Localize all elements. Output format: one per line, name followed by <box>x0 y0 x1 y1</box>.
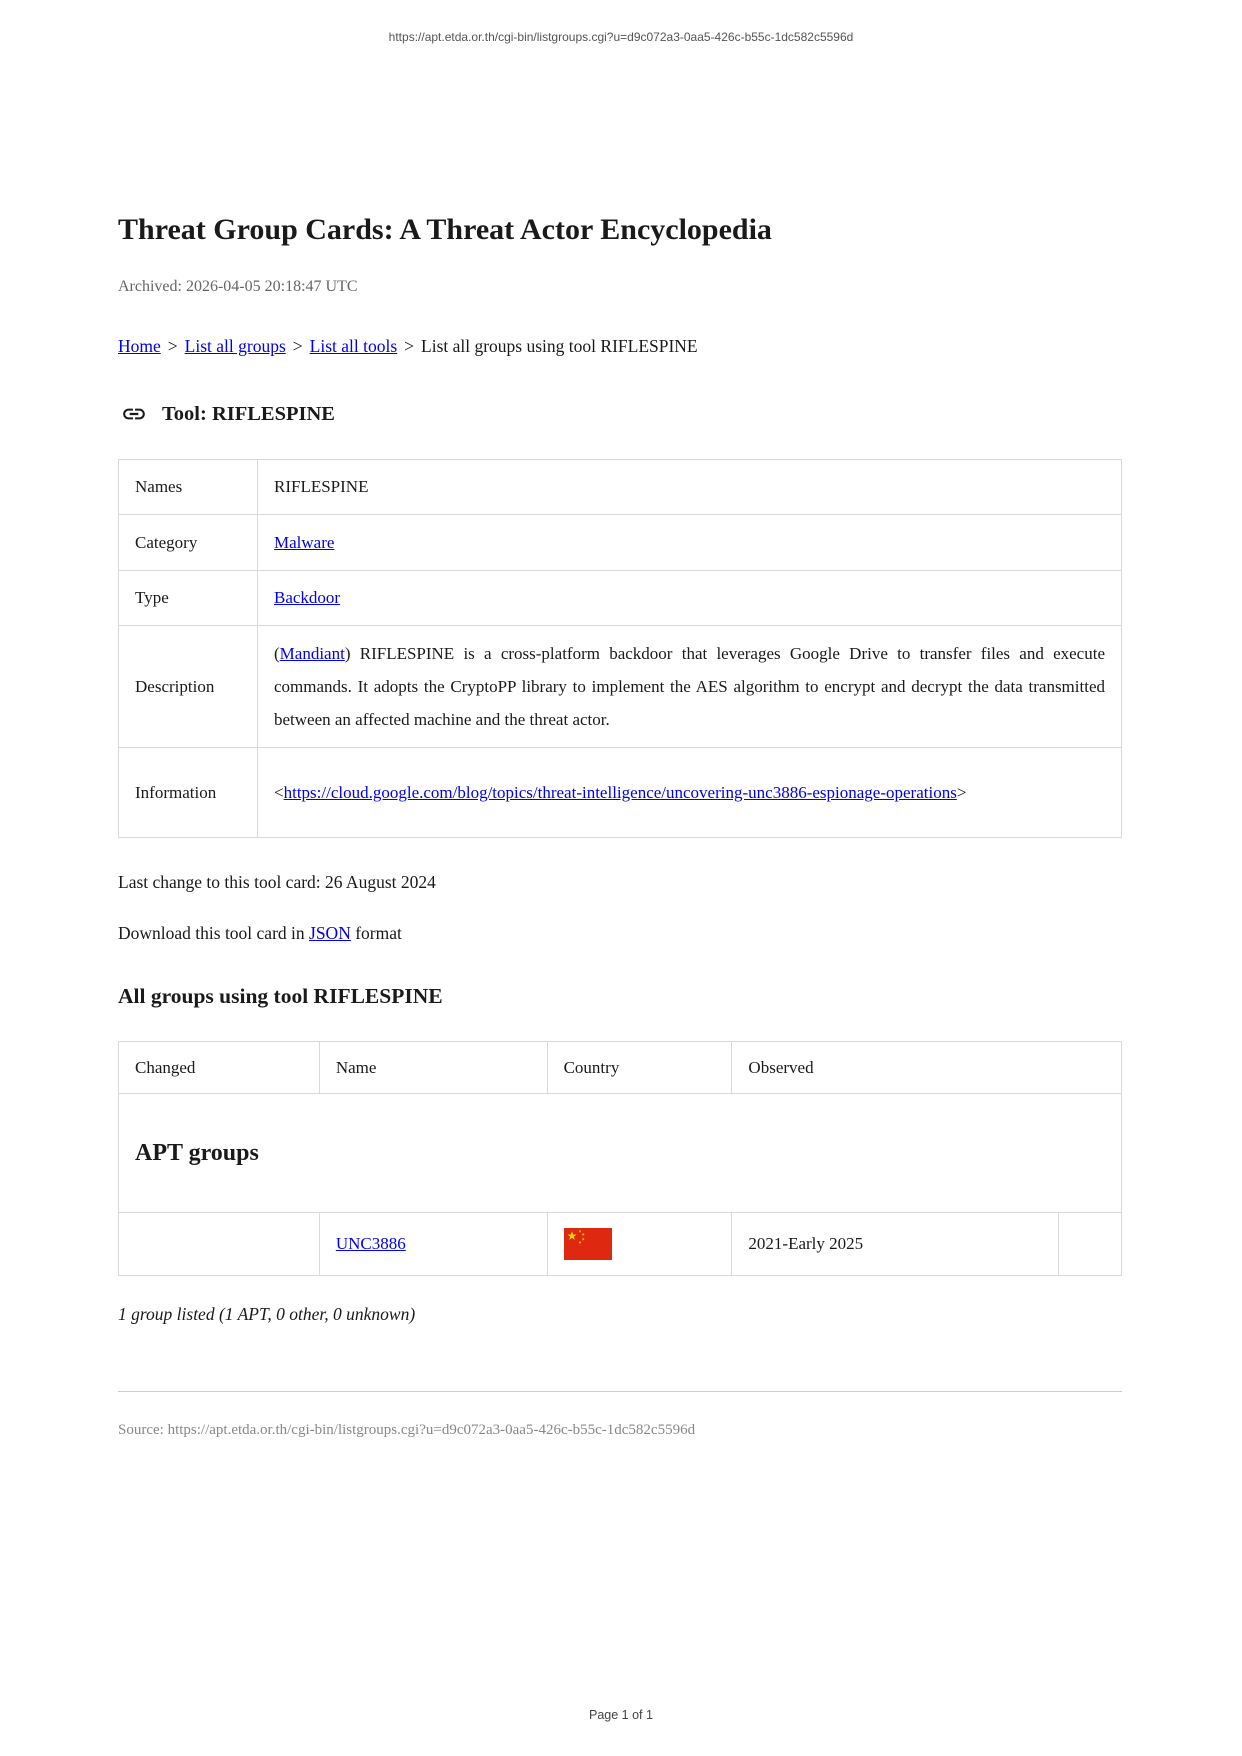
breadcrumb-list-all-tools-link[interactable]: List all tools <box>309 336 398 356</box>
description-label: Description <box>119 626 258 748</box>
backdoor-type-link[interactable]: Backdoor <box>274 588 341 608</box>
apt-groups-section-row <box>119 1094 1122 1213</box>
table-row <box>119 460 1122 515</box>
download-text: format <box>350 923 402 943</box>
information-bracket: < <box>274 782 284 802</box>
column-header-observed: Observed <box>732 1042 1122 1094</box>
download-note <box>118 923 1122 944</box>
mandiant-link[interactable]: Mandiant <box>279 643 345 663</box>
category-label: Category <box>119 515 258 571</box>
description-text: ) RIFLESPINE is a cross-platform backdoor that leverages Google Drive to transfer files and execute commands. It adopts the CryptoPP library to implement the AES algorithm to encrypt and decrypt the data transmitted between an affected machine and the threat actor. <box>274 643 1105 730</box>
last-change-note: Last change to this tool card: 26 August 2024 <box>118 872 436 892</box>
breadcrumb <box>118 336 1122 357</box>
names-value: RIFLESPINE <box>258 460 1122 515</box>
groups-heading: All groups using tool RIFLESPINE <box>118 984 443 1008</box>
breadcrumb-list-all-groups-link[interactable]: List all groups <box>184 336 286 356</box>
tool-heading-label: Tool: RIFLESPINE <box>162 402 335 425</box>
type-value <box>258 571 1122 626</box>
page-content <box>118 212 1122 1439</box>
description-value <box>258 626 1122 748</box>
breadcrumb-current: List all groups using tool RIFLESPINE <box>421 336 698 356</box>
breadcrumb-separator: > <box>404 336 415 356</box>
breadcrumb-separator: > <box>167 336 178 356</box>
json-download-link[interactable]: JSON <box>309 923 351 943</box>
groups-count-summary: 1 group listed (1 APT, 0 other, 0 unknown) <box>118 1304 416 1324</box>
source-url: Source: https://apt.etda.or.th/cgi-bin/listgroups.cgi?u=d9c072a3-0aa5-426c-b55c-1dc582c5596d <box>118 1422 696 1438</box>
group-extra-cell <box>1059 1213 1122 1276</box>
table-row <box>119 1213 1122 1276</box>
group-observed-cell: 2021-Early 2025 <box>732 1213 1059 1276</box>
apt-groups-section-label: APT groups <box>119 1094 1122 1213</box>
table-row <box>119 515 1122 571</box>
group-country-cell <box>547 1213 732 1276</box>
column-header-changed: Changed <box>119 1042 320 1094</box>
breadcrumb-home-link[interactable]: Home <box>118 336 161 356</box>
page-title: Threat Group Cards: A Threat Actor Encyclopedia <box>118 213 772 246</box>
table-row <box>119 626 1122 748</box>
print-header-url: https://apt.etda.or.th/cgi-bin/listgroups.cgi?u=d9c072a3-0aa5-426c-b55c-1dc582c5596d <box>388 30 854 44</box>
china-flag-icon <box>564 1227 612 1261</box>
unc3886-group-link[interactable]: UNC3886 <box>335 1234 406 1254</box>
print-footer-page-number: Page 1 of 1 <box>589 1708 653 1722</box>
information-label: Information <box>119 748 258 838</box>
download-text: Download this tool card in <box>118 923 310 943</box>
information-bracket: > <box>956 782 967 802</box>
archived-timestamp: Archived: 2026-04-05 20:18:47 UTC <box>118 278 358 295</box>
link-chain-icon <box>118 401 150 427</box>
column-header-name: Name <box>319 1042 547 1094</box>
tool-heading <box>118 401 1122 427</box>
column-header-country: Country <box>547 1042 732 1094</box>
information-url-link[interactable]: https://cloud.google.com/blog/topics/threat-intelligence/uncovering-unc3886-espionage-operations <box>283 782 957 802</box>
divider <box>118 1391 1122 1392</box>
breadcrumb-separator: > <box>292 336 303 356</box>
table-row <box>119 748 1122 838</box>
tool-card-table <box>118 459 1122 838</box>
table-row <box>119 571 1122 626</box>
malware-category-link[interactable]: Malware <box>274 532 335 552</box>
groups-table <box>118 1041 1122 1276</box>
description-text: ( <box>274 643 280 663</box>
group-changed-cell <box>119 1213 320 1276</box>
groups-table-header-row <box>119 1042 1122 1094</box>
information-value <box>258 748 1122 838</box>
names-label: Names <box>119 460 258 515</box>
category-value <box>258 515 1122 571</box>
group-name-cell <box>319 1213 547 1276</box>
type-label: Type <box>119 571 258 626</box>
